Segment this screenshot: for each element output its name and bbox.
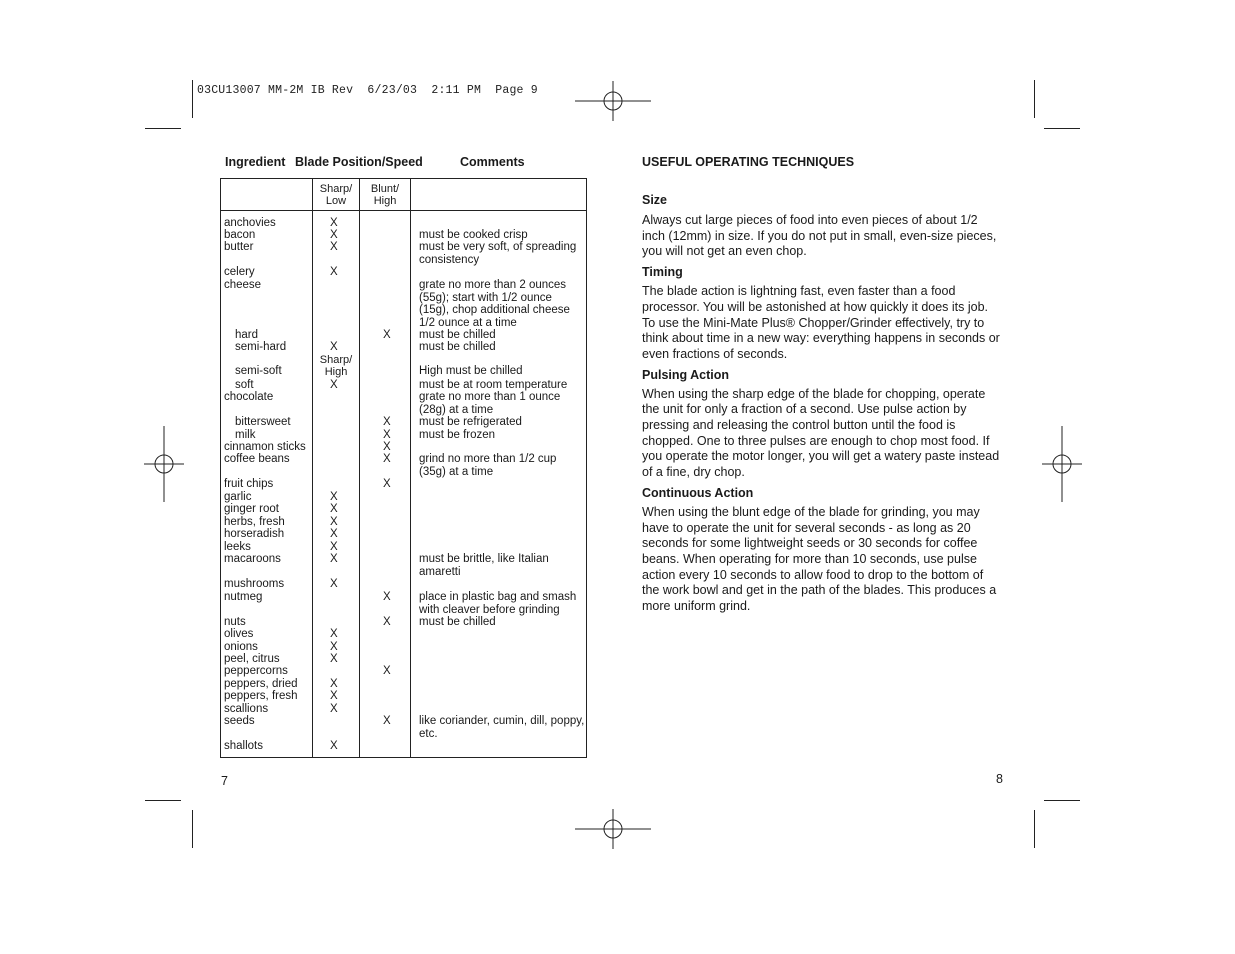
crop-mark xyxy=(145,800,181,801)
sharp-low-mark: X xyxy=(330,740,338,752)
ingredient-name: cinnamon sticks xyxy=(224,441,306,453)
sharp-low-mark: X xyxy=(330,503,338,515)
blunt-high-mark: X xyxy=(383,591,391,603)
ingredient-name: leeks xyxy=(224,541,251,553)
ingredient-comment: must be chilled xyxy=(419,329,496,341)
ingredient-name: soft xyxy=(235,379,254,391)
blunt-high-mark: X xyxy=(383,616,391,628)
sharp-low-mark: X xyxy=(330,491,338,503)
sharp-low-mark: X xyxy=(330,516,338,528)
col-comments-heading: Comments xyxy=(460,155,525,169)
crop-mark xyxy=(192,810,193,848)
section-text-size: Always cut large pieces of food into even pieces of about 1/2 inch (12mm) in size. If you do not put in small, even-size pieces, you will not get an even chop. xyxy=(642,213,997,259)
ingredient-comment: must be at room temperature xyxy=(419,379,568,391)
sub-header-sharp-high: Sharp/ High xyxy=(319,354,353,378)
ingredient-name: herbs, fresh xyxy=(224,516,285,528)
registration-mark-icon xyxy=(1024,426,1100,502)
ingredient-name: hard xyxy=(235,329,259,341)
blunt-high-mark: X xyxy=(383,441,391,453)
section-title-size: Size xyxy=(642,193,668,207)
section-text-timing: The blade action is lightning fast, even faster than a food processor. You will be astonished at how quickly it does its job. To use the Mini-Mate Plus® Chopper/Grinder effectively, try to think about time in a new way: everything happens in seconds or even fractions of seconds. xyxy=(642,284,1000,361)
col-ingredient-heading: Ingredient xyxy=(225,155,286,169)
ingredient-table xyxy=(220,178,587,758)
sharp-low-mark: X xyxy=(330,341,338,353)
sharp-low-mark: X xyxy=(330,690,338,702)
sharp-low-mark: X xyxy=(330,553,338,565)
ingredient-comment: must be chilled xyxy=(419,341,496,353)
blunt-high-mark: X xyxy=(383,429,391,441)
ingredient-comment: must be cooked crisp xyxy=(419,229,528,241)
section-text-pulsing: When using the sharp edge of the blade for chopping, operate the unit for only a fraction of a second. Use pulse action by pressing and releasing the control button until the food is chopped. One to three pulses are enough to chop most food. If you operate the motor longer, you will get a watery paste instead of a fine, dry chop. xyxy=(642,386,1000,480)
crop-mark xyxy=(1034,810,1035,848)
sharp-low-mark: X xyxy=(330,217,338,229)
ingredient-name: coffee beans xyxy=(224,453,290,465)
sharp-low-mark: X xyxy=(330,266,338,278)
ingredient-name: ginger root xyxy=(224,503,279,515)
ingredient-name: bittersweet xyxy=(235,416,291,428)
sharp-low-mark: X xyxy=(330,641,338,653)
ingredient-name: macaroons xyxy=(224,553,281,565)
ingredient-name: mushrooms xyxy=(224,578,285,590)
ingredient-name: onions xyxy=(224,641,258,653)
sharp-low-mark: X xyxy=(330,241,338,253)
registration-mark-icon xyxy=(126,426,202,502)
ingredient-comment: must be brittle, like Italian amaretti xyxy=(419,553,549,578)
sharp-low-mark: X xyxy=(330,528,338,540)
crop-mark xyxy=(192,80,193,118)
ingredient-name: chocolate xyxy=(224,391,274,403)
ingredient-name: semi-hard xyxy=(235,341,287,353)
section-title-timing: Timing xyxy=(642,265,683,280)
ingredient-name: nutmeg xyxy=(224,591,263,603)
ingredient-name: bacon xyxy=(224,229,256,241)
ingredient-name: scallions xyxy=(224,703,269,715)
ingredient-name: peppercorns xyxy=(224,665,288,677)
blunt-high-mark: X xyxy=(383,453,391,465)
registration-mark-icon xyxy=(575,63,651,139)
ingredient-name: peppers, fresh xyxy=(224,690,298,702)
ingredient-comment: must be frozen xyxy=(419,429,496,441)
ingredient-name: olives xyxy=(224,628,254,640)
section-title-continuous: Continuous Action xyxy=(642,485,754,500)
blunt-high-mark: X xyxy=(383,715,391,727)
ingredient-name: peppers, dried xyxy=(224,678,298,690)
ingredient-name: celery xyxy=(224,266,255,278)
print-slug: 03CU13007 MM-2M IB Rev 6/23/03 2:11 PM Page 9 xyxy=(197,84,538,97)
ingredient-comment: grate no more than 1 ounce (28g) at a time xyxy=(419,391,561,416)
registration-mark-icon xyxy=(575,791,651,867)
sub-header-sharp-low: Sharp/ Low xyxy=(319,183,353,207)
page-number-left: 7 xyxy=(221,774,228,788)
ingredient-name: garlic xyxy=(224,491,252,503)
ingredient-comment: like coriander, cumin, dill, poppy, etc. xyxy=(419,715,585,740)
crop-mark xyxy=(1044,800,1080,801)
ingredient-comment: must be very soft, of spreading consistency xyxy=(419,241,577,266)
ingredient-comment: High must be chilled xyxy=(419,365,523,377)
crop-mark xyxy=(1044,128,1080,129)
crop-mark xyxy=(145,128,181,129)
ingredient-name: butter xyxy=(224,241,254,253)
sharp-low-mark: X xyxy=(330,578,338,590)
techniques-column xyxy=(642,155,1004,615)
techniques-heading: USEFUL OPERATING TECHNIQUES xyxy=(642,155,855,169)
sharp-low-mark: X xyxy=(330,653,338,665)
sharp-low-mark: X xyxy=(330,628,338,640)
page-number-right: 8 xyxy=(996,772,1003,786)
sharp-low-mark: X xyxy=(330,703,338,715)
ingredient-comment: grind no more than 1/2 cup (35g) at a time xyxy=(419,453,557,478)
ingredient-name: shallots xyxy=(224,740,263,752)
sharp-low-mark: X xyxy=(330,541,338,553)
ingredient-comment: must be refrigerated xyxy=(419,416,522,428)
ingredient-name: anchovies xyxy=(224,217,276,229)
ingredient-comment: place in plastic bag and smash with cleaver before grinding xyxy=(419,591,577,616)
ingredient-comment: must be chilled xyxy=(419,616,496,628)
blunt-high-mark: X xyxy=(383,478,391,490)
ingredient-name: fruit chips xyxy=(224,478,274,490)
ingredient-comment: grate no more than 2 ounces (55g); start with 1/2 ounce (15g), chop additional cheese 1/2 ounce at a time xyxy=(419,279,570,329)
col-blade-heading: Blade Position/Speed xyxy=(295,155,423,169)
ingredient-name: peel, citrus xyxy=(224,653,280,665)
crop-mark xyxy=(1034,80,1035,118)
ingredient-name: semi-soft xyxy=(235,365,282,377)
blunt-high-mark: X xyxy=(383,416,391,428)
ingredient-name: seeds xyxy=(224,715,255,727)
blunt-high-mark: X xyxy=(383,665,391,677)
ingredient-name: nuts xyxy=(224,616,246,628)
sharp-low-mark: X xyxy=(330,678,338,690)
section-text-continuous: When using the blunt edge of the blade for grinding, you may have to operate the unit for several seconds - as long as 20 seconds for some lightweight seeds or 30 seconds for coffee beans. When operating for more than 10 seconds, use pulse action every 10 seconds to allow food to drop to the bottom of the work bowl and get in the path of the blades. This produces a more uniform grind. xyxy=(642,504,997,614)
section-title-pulsing: Pulsing Action xyxy=(642,367,730,382)
sharp-low-mark: X xyxy=(330,379,338,391)
sub-header-blunt-high: Blunt/ High xyxy=(370,183,400,207)
sharp-low-mark: X xyxy=(330,229,338,241)
ingredient-name: milk xyxy=(235,429,256,441)
ingredient-name: horseradish xyxy=(224,528,285,540)
blunt-high-mark: X xyxy=(383,329,391,341)
ingredient-name: cheese xyxy=(224,279,262,291)
